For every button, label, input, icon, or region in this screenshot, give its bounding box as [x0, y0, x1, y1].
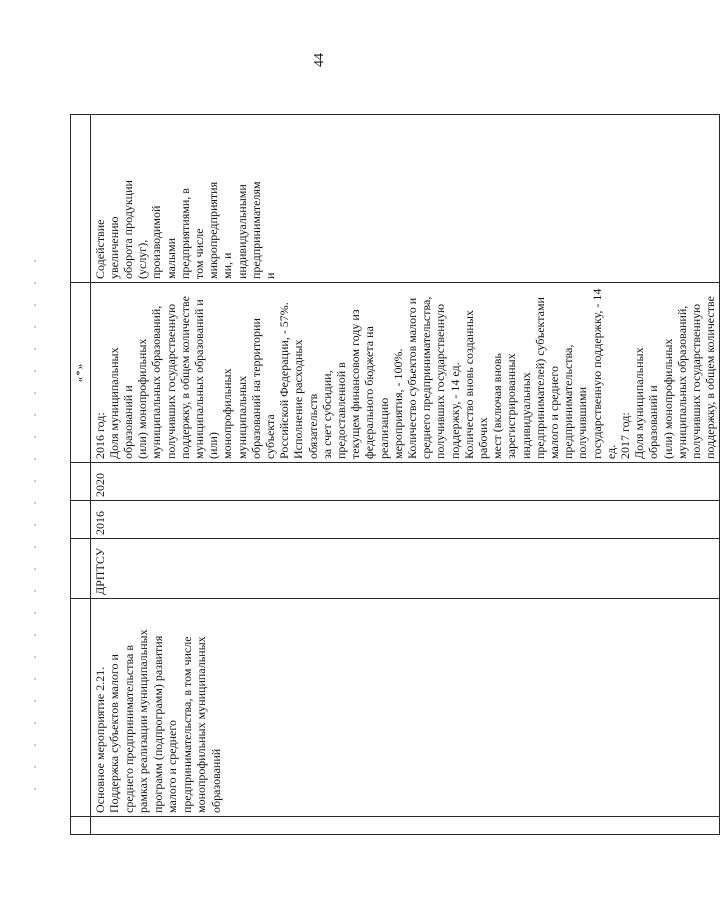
row-number-cell: [90, 817, 720, 835]
indicators-text: 2016 год: Доля муниципальных образований и (или) монопрофильных муниципальных образований, получивших государственную поддержку, в общем количестве муниципальных образований и (или) монопрофильных муниципальных образований на территории субъекта Российской Федерации, - 57%. Исполнение расходных обязательств за счет субсидии, предоставленной в текущем финансовом году из федерального бюджета на реализацию мероприятия, - 100%. Количество субъектов малого и среднего предпринимательства, получивших государственную поддержку, - 14 ед. Количество вновь созданных рабочих мест (включая вновь зарегистрированных индивидуальных предпринимателей) субъектами малого и среднего предпринимательства, получившими государственную поддержку, - 14 ед. 2017 год: Доля муниципальных образований и (или) монопрофильных муниципальных образований, получивших государственную поддержку, в общем количестве: [92, 288, 718, 459]
header-cell-result: [71, 115, 91, 283]
result-cell: [90, 115, 720, 283]
end-year-cell: [90, 463, 720, 501]
quote-mark: «*»: [74, 362, 86, 383]
start-year: 2016: [92, 511, 107, 535]
expected-result: Содействие увеличению оборота продукции (услуг), производимой малыми предприятиями, в том числе микропредприятия ми, и индивидуальными предпринимателям и: [92, 180, 277, 279]
header-cell-end: [71, 463, 91, 501]
header-cell-name: [71, 599, 91, 817]
table-header-row: [71, 115, 91, 835]
activity-name-cell: [90, 599, 720, 817]
executor-cell: [90, 539, 720, 599]
rotated-table-sheet: [70, 115, 718, 835]
table-row: [90, 115, 720, 835]
indicators-cell: [90, 283, 720, 463]
executor: ДРПТСУ: [92, 547, 107, 595]
program-activity-table: [70, 114, 720, 835]
header-cell-executor: [71, 539, 91, 599]
scan-artifact-dots: [34, 260, 36, 800]
start-year-cell: [90, 501, 720, 539]
header-cell-indicators: [71, 283, 91, 463]
end-year: 2020: [92, 473, 107, 497]
header-cell-start: [71, 501, 91, 539]
header-cell-number: [71, 817, 91, 835]
page-number: 44: [312, 53, 327, 67]
activity-name: Основное мероприятие 2.21. Поддержка субъектов малого и среднего предпринимательства в рамках реализации муниципальных программ (подпрограмм) развития малого и среднего предпринимательства, в том числе монопрофильных муниципальных образований: [92, 629, 223, 813]
